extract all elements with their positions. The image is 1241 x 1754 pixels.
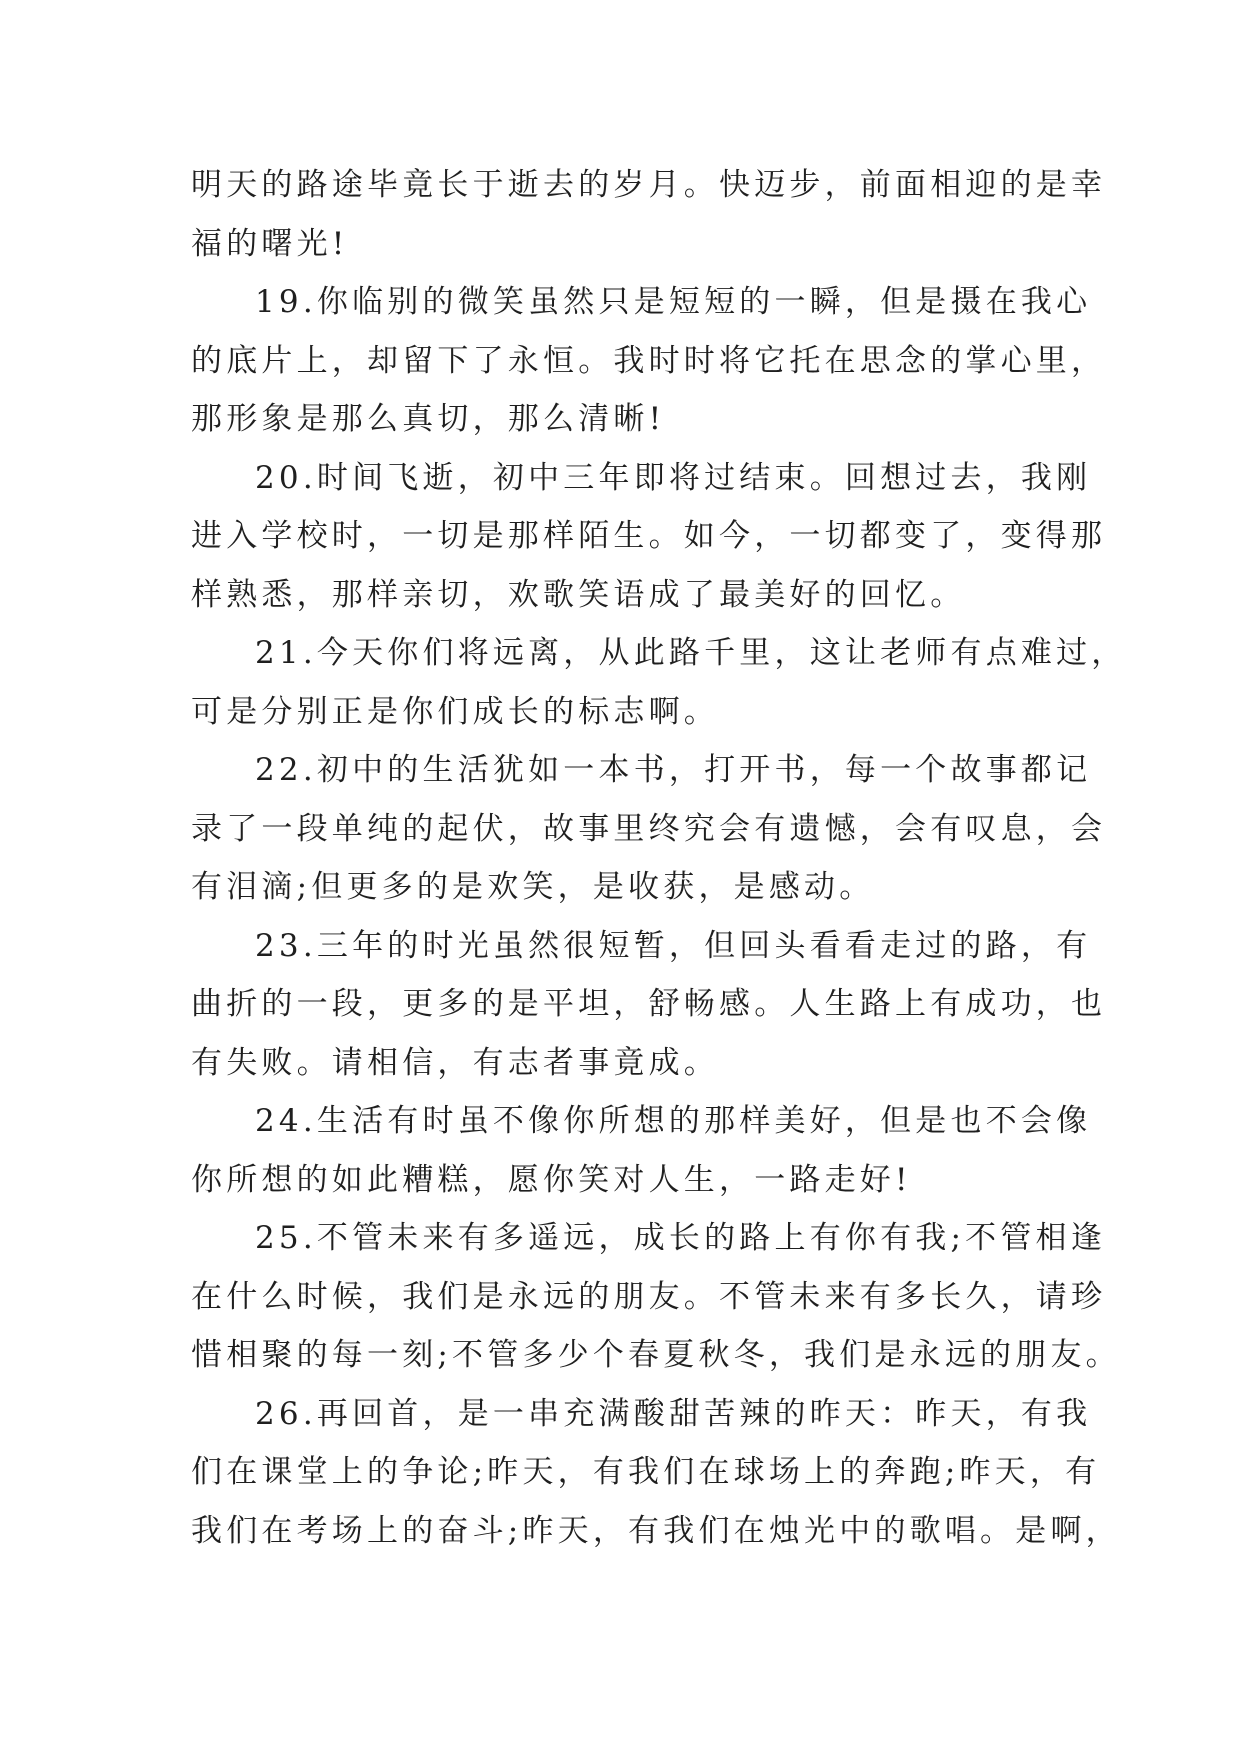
paragraph-19 — [191, 273, 1107, 449]
text-line: 21.今天你们将远离，从此路千里，这让老师有点难过， — [255, 635, 1127, 671]
paragraph-26 — [191, 1385, 1121, 1561]
text-line: 明天的路途毕竟长于逝去的岁月。快迈步，前面相迎的是幸 — [191, 167, 1107, 203]
text-line: 样熟悉，那样亲切，欢歌笑语成了最美好的回忆。 — [191, 576, 966, 613]
text-line: 19.你临别的微笑虽然只是短短的一瞬，但是摄在我心 — [255, 284, 1092, 320]
text-line: 26.再回首，是一串充满酸甜苦辣的昨天：昨天，有我 — [255, 1395, 1092, 1432]
text-line: 福的曙光! — [191, 225, 349, 262]
paragraph-24 — [191, 1092, 1092, 1209]
text-line: 可是分别正是你们成长的标志啊。 — [191, 693, 719, 730]
text-line: 录了一段单纯的起伏，故事里终究会有遗憾，会有叹息，会 — [191, 810, 1107, 847]
text-line: 有失败。请相信，有志者事竟成。 — [191, 1044, 719, 1081]
paragraph-21 — [191, 624, 1127, 741]
paragraph-25 — [191, 1209, 1121, 1385]
text-line: 23.三年的时光虽然很短暂，但回头看看走过的路，有 — [255, 927, 1092, 964]
paragraph-intro — [191, 156, 1107, 273]
text-line: 曲折的一段，更多的是平坦，舒畅感。人生路上有成功，也 — [191, 986, 1107, 1022]
text-line: 24.生活有时虽不像你所想的那样美好，但是也不会像 — [255, 1103, 1092, 1139]
text-line: 进入学校时，一切是那样陌生。如今，一切都变了，变得那 — [191, 518, 1107, 554]
text-line: 们在课堂上的争论;昨天，有我们在球场上的奔跑;昨天，有 — [191, 1454, 1101, 1490]
paragraph-22 — [191, 741, 1107, 917]
text-line: 有泪滴;但更多的是欢笑，是收获，是感动。 — [191, 869, 875, 905]
text-line: 25.不管未来有多遥远，成长的路上有你有我;不管相逢 — [255, 1220, 1106, 1256]
text-line: 惜相聚的每一刻;不管多少个春夏秋冬，我们是永远的朋友。 — [191, 1337, 1121, 1373]
text-line: 在什么时候，我们是永远的朋友。不管未来有多长久，请珍 — [191, 1278, 1107, 1315]
text-line: 22.初中的生活犹如一本书，打开书，每一个故事都记 — [255, 752, 1092, 788]
text-line: 你所想的如此糟糕，愿你笑对人生，一路走好! — [191, 1161, 912, 1198]
paragraph-23 — [191, 917, 1107, 1093]
text-line: 我们在考场上的奋斗;昨天，有我们在烛光中的歌唱。是啊， — [191, 1512, 1121, 1549]
text-line: 的底片上，却留下了永恒。我时时将它托在思念的掌心里， — [191, 342, 1107, 379]
text-line: 20.时间飞逝，初中三年即将过结束。回想过去，我刚 — [255, 459, 1092, 496]
text-line: 那形象是那么真切，那么清晰! — [191, 401, 666, 437]
paragraph-20 — [191, 449, 1107, 625]
document-body — [191, 156, 1127, 1560]
